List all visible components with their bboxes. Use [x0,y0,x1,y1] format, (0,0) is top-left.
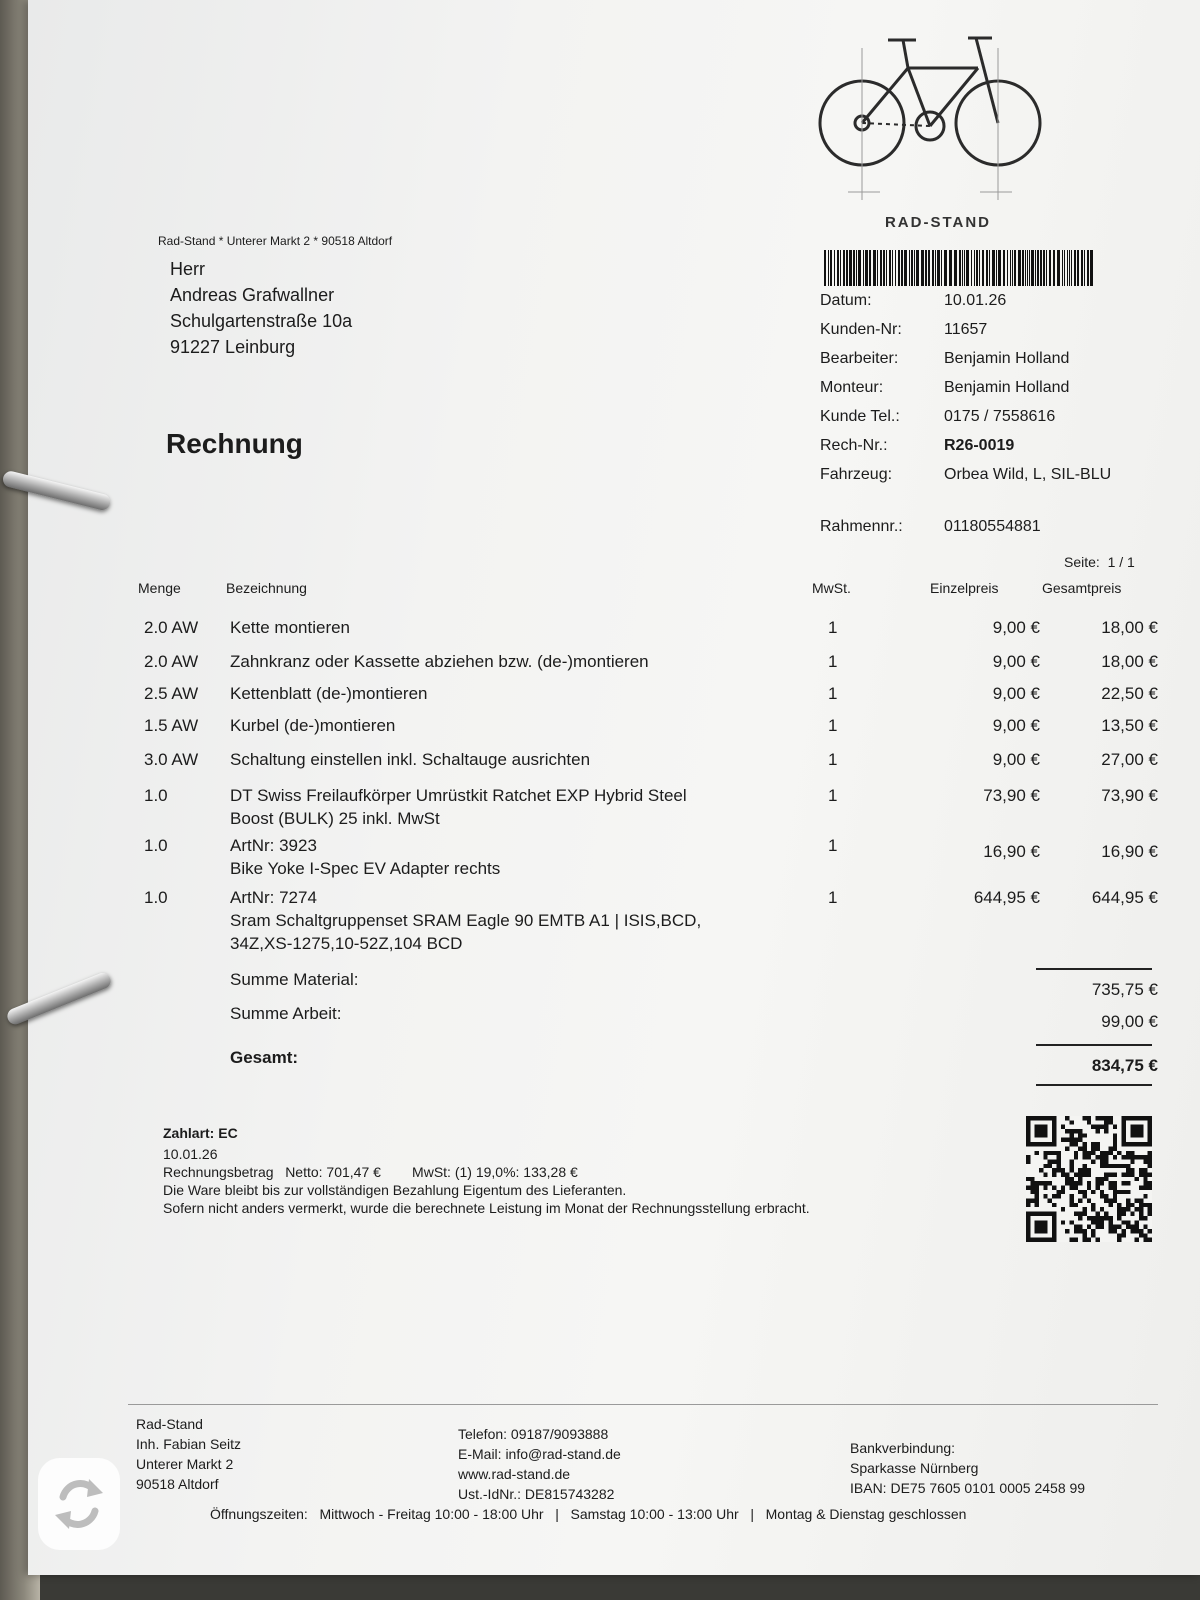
opening-hours: Öffnungszeiten: Mittwoch - Freitag 10:00 - 18:00 Uhr | Samstag 10:00 - 13:00 Uhr | Montag & Dienstag geschlossen [210,1506,967,1522]
item-description [230,682,790,705]
item-vat: 1 [828,716,838,735]
footer-line: Unterer Markt 2 [136,1456,234,1472]
recipient-name: Andreas Grafwallner [170,285,335,305]
item-unit-price: 9,00 € [992,652,1040,671]
item-quantity: 2.0 AW [144,652,199,671]
item-unit-price: 644,95 € [973,888,1040,907]
header-gesamtpreis: Gesamtpreis [1042,580,1122,596]
header-einzelpreis: Einzelpreis [930,580,999,596]
item-vat: 1 [828,786,838,805]
meta-label: Datum: [820,292,872,309]
payment-info [163,1124,810,1217]
footer-line: Rad-Stand [136,1416,203,1432]
sender-line: Rad-Stand * Unterer Markt 2 * 90518 Altdorf [158,234,393,248]
footer-email: E-Mail: info@rad-stand.de [458,1446,621,1462]
meta-row [820,437,1144,466]
meta-value: Benjamin Holland [944,350,1070,367]
meta-label: Kunden-Nr: [820,321,902,338]
item-total: 18,00 € [1101,652,1158,671]
frame-value: 01180554881 [944,518,1041,535]
footer-line: 90518 Altdorf [136,1476,219,1492]
item-line: ArtNr: 7274 [230,888,317,907]
header-bezeichnung: Bezeichnung [226,580,307,596]
page-title: Rechnung [166,428,303,459]
meta-label: Fahrzeug: [820,466,893,483]
meta-row [820,292,1144,321]
item-description [230,714,790,737]
footer-vat-id: Ust.-IdNr.: DE815743282 [458,1486,615,1502]
payment-method: Zahlart: EC [163,1125,238,1141]
footer-line: Sparkasse Nürnberg [850,1460,979,1476]
payment-note: Sofern nicht anders vermerkt, wurde die berechnete Leistung im Monat der Rechnungsstellung erbracht. [163,1200,810,1216]
item-description [230,784,790,830]
footer-phone: Telefon: 09187/9093888 [458,1426,609,1442]
item-total: 13,50 € [1101,716,1158,735]
item-line: 34Z,XS-1275,10-52Z,104 BCD [230,934,463,953]
item-vat: 1 [828,684,838,703]
page-indicator [1064,554,1135,570]
recipient-street: Schulgartenstraße 10a [170,311,353,331]
brand-logo [808,28,1068,231]
recipient-city: 91227 Leinburg [170,337,296,357]
header-menge: Menge [138,580,181,596]
item-line: Schaltung einstellen inkl. Schaltauge ausrichten [230,750,591,769]
page-label: Seite: [1064,554,1100,570]
item-line: Zahnkranz oder Kassette abziehen bzw. (de-)montieren [230,652,649,671]
recipient-address [170,256,352,360]
meta-row [820,466,1144,495]
item-unit-price: 9,00 € [992,750,1040,769]
item-total: 18,00 € [1101,618,1158,637]
payment-amounts: Rechnungsbetrag Netto: 701,47 € MwSt: (1) 19,0%: 133,28 € [163,1164,578,1180]
item-line: Kette montieren [230,618,351,637]
item-vat: 1 [828,750,838,769]
footer-bank [850,1438,1085,1498]
footer-contact [458,1424,621,1504]
footer-company [136,1414,241,1494]
total-divider [1036,1044,1152,1046]
material-sum-value: 735,75 € [1091,980,1158,999]
item-quantity: 1.0 [144,786,168,805]
item-line: Boost (BULK) 25 inkl. MwSt [230,809,440,828]
item-description [230,834,790,880]
meta-label: Rech-Nr.: [820,437,888,454]
brand-name: RAD-STAND [884,214,992,231]
app-badge-icon [38,1458,120,1550]
labor-sum-label: Summe Arbeit: [230,1004,342,1023]
item-unit-price: 9,00 € [992,684,1040,703]
item-total: 16,90 € [1101,842,1158,861]
payment-date: 10.01.26 [163,1146,218,1162]
meta-row [820,321,1144,350]
invoice-meta [820,292,1144,495]
item-quantity: 1.0 [144,888,168,907]
frame-number [820,518,1041,536]
item-line: Sram Schaltgruppenset SRAM Eagle 90 EMTB A1 | ISIS,BCD, [230,911,702,930]
qr-code-icon [1026,1116,1152,1242]
footer-iban: IBAN: DE75 7605 0101 0005 2458 99 [850,1480,1086,1496]
item-line: Kurbel (de-)montieren [230,716,396,735]
item-quantity: 2.0 AW [144,618,199,637]
material-sum-label: Summe Material: [230,970,359,989]
meta-row [820,408,1144,437]
item-quantity: 3.0 AW [144,750,199,769]
item-description [230,748,790,771]
item-total: 644,95 € [1091,888,1158,907]
item-line: Kettenblatt (de-)montieren [230,684,428,703]
item-line: ArtNr: 3923 [230,836,317,855]
footer-divider [128,1404,1158,1405]
item-vat: 1 [828,888,838,907]
meta-value: Benjamin Holland [944,379,1070,396]
meta-label: Kunde Tel.: [820,408,900,425]
item-quantity: 1.5 AW [144,716,199,735]
payment-note: Die Ware bleibt bis zur vollständigen Bezahlung Eigentum des Lieferanten. [163,1182,627,1198]
page-value: 1 / 1 [1107,554,1135,570]
footer-line: Inh. Fabian Seitz [136,1436,242,1452]
frame-label: Rahmennr.: [820,518,903,535]
item-description [230,650,790,673]
refresh-arrows-icon [49,1469,109,1539]
item-total: 27,00 € [1101,750,1158,769]
footer-line: Bankverbindung: [850,1440,956,1456]
item-vat: 1 [828,618,838,637]
meta-value: Orbea Wild, L, SIL-BLU [944,466,1112,483]
meta-label: Bearbeiter: [820,350,899,367]
item-total: 22,50 € [1101,684,1158,703]
meta-value: 11657 [944,321,988,338]
footer-website: www.rad-stand.de [458,1466,571,1482]
invoice-page [28,0,1200,1575]
total-divider [1036,1084,1152,1086]
item-vat: 1 [828,652,838,671]
item-quantity: 1.0 [144,836,168,855]
meta-label: Monteur: [820,379,884,396]
meta-value: 10.01.26 [944,292,1007,309]
invoice-number: R26-0019 [944,437,1015,454]
item-vat: 1 [828,836,838,855]
labor-sum-value: 99,00 € [1101,1012,1158,1031]
item-line: DT Swiss Freilaufkörper Umrüstkit Ratchet EXP Hybrid Steel [230,786,687,805]
bicycle-logo-icon [808,28,1068,208]
grand-total-label: Gesamt: [230,1048,299,1067]
item-unit-price: 73,90 € [983,786,1040,805]
grand-total-value: 834,75 € [1091,1056,1158,1075]
item-unit-price: 9,00 € [992,618,1040,637]
item-unit-price: 16,90 € [983,842,1040,861]
item-total: 73,90 € [1101,786,1158,805]
item-description [230,616,790,639]
total-divider [1036,968,1152,970]
meta-row [820,379,1144,408]
recipient-salutation: Herr [170,259,205,279]
item-line: Bike Yoke I-Spec EV Adapter rechts [230,859,501,878]
item-description [230,886,790,955]
item-unit-price: 9,00 € [992,716,1040,735]
meta-row [820,350,1144,379]
header-mwst: MwSt. [812,580,851,596]
barcode-icon [824,250,1096,286]
meta-value: 0175 / 7558616 [944,408,1056,425]
item-quantity: 2.5 AW [144,684,199,703]
